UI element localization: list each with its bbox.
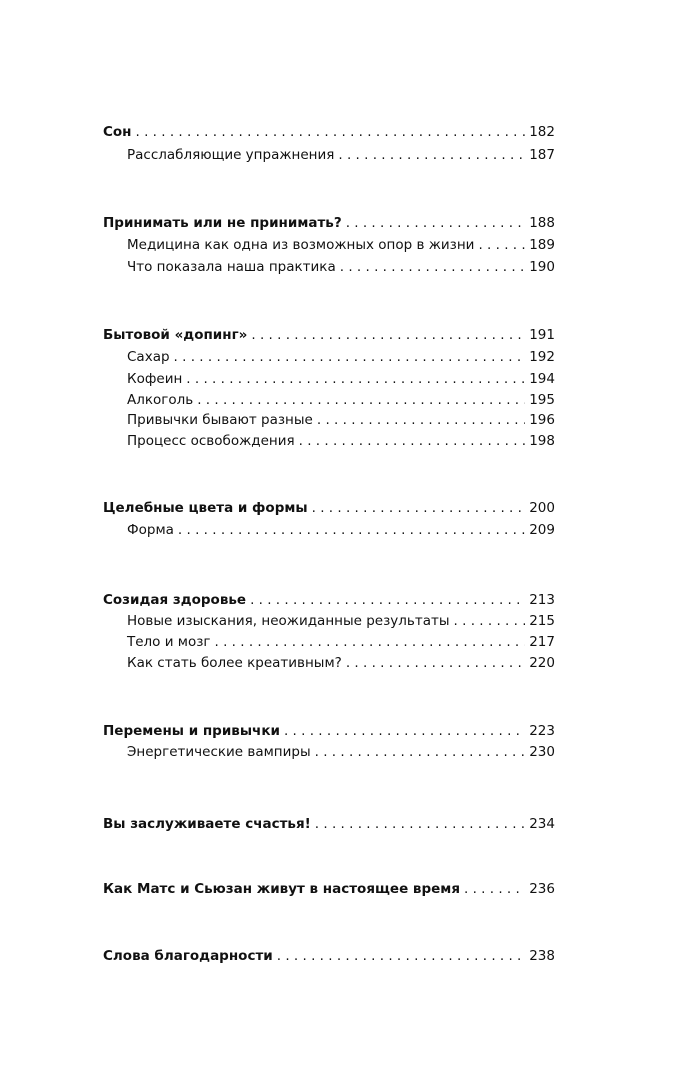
toc-subsection bbox=[127, 742, 555, 762]
page-number: 234 bbox=[529, 816, 555, 832]
toc-subsection bbox=[127, 410, 555, 430]
subsection-title: Привычки бывают разные bbox=[127, 412, 313, 428]
toc-subsection bbox=[127, 390, 555, 410]
page-number: 190 bbox=[529, 259, 555, 275]
dot-leader bbox=[478, 235, 525, 255]
toc-subsection bbox=[127, 653, 555, 673]
subsection-title: Расслабляющие упражнения bbox=[127, 147, 335, 163]
page-number: 200 bbox=[529, 500, 555, 516]
chapter-title: Бытовой «допинг» bbox=[103, 327, 248, 343]
dot-leader bbox=[317, 410, 525, 430]
dot-leader bbox=[340, 257, 525, 277]
subsection-title: Медицина как одна из возможных опор в жизни bbox=[127, 237, 475, 253]
page-number: 220 bbox=[529, 655, 555, 671]
toc-chapter bbox=[103, 946, 555, 966]
chapter-title: Созидая здоровье bbox=[103, 592, 247, 608]
dot-leader bbox=[251, 325, 525, 345]
page-number: 195 bbox=[529, 392, 555, 408]
page-number: 238 bbox=[529, 948, 555, 964]
toc-chapter bbox=[103, 122, 555, 142]
page-number: 196 bbox=[529, 412, 555, 428]
dot-leader bbox=[136, 122, 526, 142]
dot-leader bbox=[464, 879, 525, 899]
dot-leader bbox=[346, 213, 526, 233]
dot-leader bbox=[197, 390, 525, 410]
dot-leader bbox=[312, 498, 526, 518]
page-number: 215 bbox=[529, 613, 555, 629]
page-number: 194 bbox=[529, 371, 555, 387]
toc-subsection bbox=[127, 611, 555, 631]
subsection-title: Что показала наша практика bbox=[127, 259, 336, 275]
subsection-title: Тело и мозг bbox=[127, 634, 211, 650]
toc-chapter bbox=[103, 814, 555, 834]
toc-chapter bbox=[103, 879, 555, 899]
subsection-title: Как стать более креативным? bbox=[127, 655, 342, 671]
chapter-title: Как Матс и Сьюзан живут в настоящее время bbox=[103, 881, 460, 897]
toc-chapter bbox=[103, 721, 555, 741]
page-number: 198 bbox=[529, 433, 555, 449]
dot-leader bbox=[277, 946, 525, 966]
dot-leader bbox=[174, 347, 526, 367]
subsection-title: Процесс освобождения bbox=[127, 433, 295, 449]
dot-leader bbox=[299, 431, 526, 451]
page-number: 223 bbox=[529, 723, 555, 739]
page-number: 209 bbox=[529, 522, 555, 538]
page-number: 187 bbox=[529, 147, 555, 163]
subsection-title: Новые изыскания, неожиданные результаты bbox=[127, 613, 450, 629]
dot-leader bbox=[338, 145, 525, 165]
toc-chapter bbox=[103, 213, 555, 233]
table-of-contents bbox=[103, 0, 555, 1080]
page-number: 230 bbox=[529, 744, 555, 760]
page-number: 217 bbox=[529, 634, 555, 650]
toc-subsection bbox=[127, 431, 555, 451]
toc-subsection bbox=[127, 347, 555, 367]
toc-chapter bbox=[103, 498, 555, 518]
subsection-title: Форма bbox=[127, 522, 174, 538]
dot-leader bbox=[454, 611, 526, 631]
dot-leader bbox=[215, 632, 526, 652]
subsection-title: Сахар bbox=[127, 349, 170, 365]
toc-chapter bbox=[103, 590, 555, 610]
dot-leader bbox=[346, 653, 525, 673]
dot-leader bbox=[315, 742, 526, 762]
subsection-title: Кофеин bbox=[127, 371, 183, 387]
chapter-title: Слова благодарности bbox=[103, 948, 273, 964]
page-number: 236 bbox=[529, 881, 555, 897]
page-number: 188 bbox=[529, 215, 555, 231]
dot-leader bbox=[178, 520, 525, 540]
chapter-title: Принимать или не принимать? bbox=[103, 215, 342, 231]
page-number: 192 bbox=[529, 349, 555, 365]
chapter-title: Сон bbox=[103, 124, 132, 140]
chapter-title: Перемены и привычки bbox=[103, 723, 280, 739]
dot-leader bbox=[315, 814, 525, 834]
chapter-title: Вы заслуживаете счастья! bbox=[103, 816, 311, 832]
page-number: 213 bbox=[529, 592, 555, 608]
subsection-title: Алкоголь bbox=[127, 392, 194, 408]
subsection-title: Энергетические вампиры bbox=[127, 744, 311, 760]
dot-leader bbox=[250, 590, 525, 610]
chapter-title: Целебные цвета и формы bbox=[103, 500, 308, 516]
toc-subsection bbox=[127, 257, 555, 277]
toc-subsection bbox=[127, 369, 555, 389]
toc-subsection bbox=[127, 235, 555, 255]
dot-leader bbox=[284, 721, 525, 741]
page-number: 189 bbox=[529, 237, 555, 253]
toc-chapter bbox=[103, 325, 555, 345]
page-number: 182 bbox=[529, 124, 555, 140]
toc-subsection bbox=[127, 520, 555, 540]
page-number: 191 bbox=[529, 327, 555, 343]
toc-subsection bbox=[127, 145, 555, 165]
dot-leader bbox=[186, 369, 525, 389]
toc-subsection bbox=[127, 632, 555, 652]
